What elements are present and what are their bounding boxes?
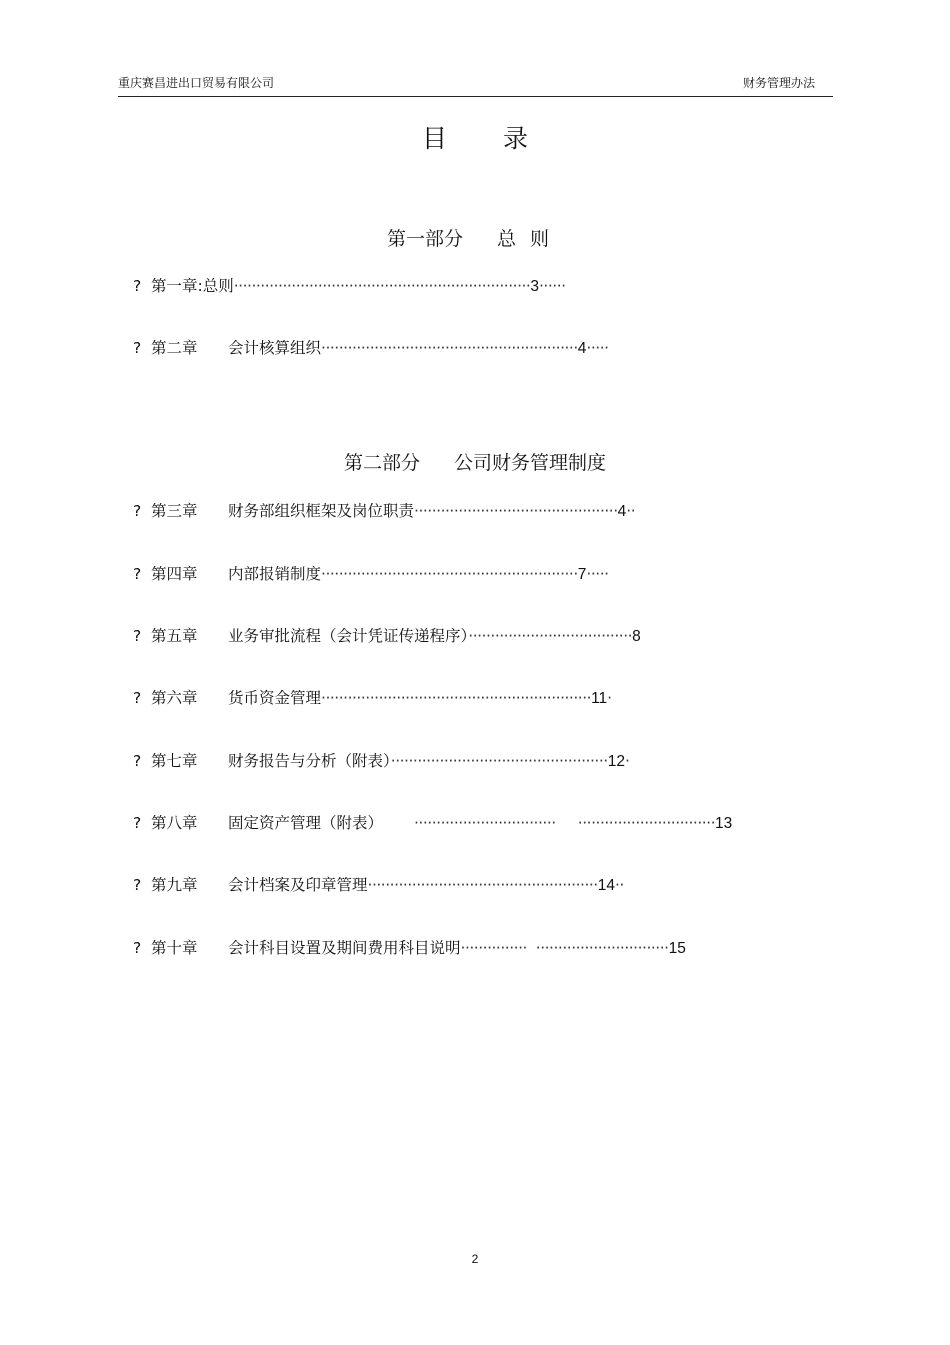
toc-entry-ch7[interactable] bbox=[133, 748, 629, 774]
chapter-title: 会计档案及印章管理 bbox=[228, 876, 368, 894]
dot-leader-trail: · bbox=[607, 689, 612, 707]
page-ref: 4 bbox=[617, 503, 627, 520]
toc-title: 目录 bbox=[421, 124, 584, 153]
page-number: 2 bbox=[471, 1252, 479, 1266]
part1-label: 第一部分 bbox=[386, 228, 463, 250]
page-ref: 15 bbox=[668, 940, 686, 957]
chapter-number: 第八章 bbox=[151, 814, 198, 832]
chapter-number: 第二章 bbox=[151, 339, 198, 357]
part1-name: 总则 bbox=[497, 228, 564, 250]
chapter-number: 第十章 bbox=[151, 939, 198, 957]
page-ref: 12 bbox=[607, 753, 625, 770]
dot-leader: ·············································· bbox=[414, 502, 618, 520]
chapter-number: 第三章 bbox=[151, 502, 198, 520]
bullet-marker: ? bbox=[133, 502, 142, 520]
dot-leader-trail: · bbox=[624, 752, 630, 770]
bullet-marker: ? bbox=[133, 939, 142, 957]
toc-entry-ch6[interactable] bbox=[133, 685, 612, 711]
dot-leader-trail: ······ bbox=[538, 277, 566, 295]
bullet-marker: ? bbox=[133, 339, 142, 357]
dot-leader: ················································· bbox=[390, 752, 608, 770]
bullet-marker: ? bbox=[133, 689, 142, 707]
bullet-marker: ? bbox=[133, 752, 142, 770]
dot-leader: ·························································· bbox=[321, 339, 578, 357]
page-ref: 13 bbox=[715, 815, 733, 832]
part1-heading bbox=[0, 225, 950, 253]
dot-leader: ····································· bbox=[468, 627, 633, 645]
bullet-marker: ? bbox=[133, 627, 142, 645]
chapter-title: 财务报告与分析（附表） bbox=[228, 752, 391, 770]
chapter-title: 内部报销制度 bbox=[228, 565, 322, 583]
toc-entry-ch5[interactable] bbox=[133, 623, 641, 649]
toc-entry-ch3[interactable] bbox=[133, 498, 635, 524]
header-doc-name: 财务管理办法 bbox=[742, 76, 815, 90]
chapter-number: 第九章 bbox=[151, 876, 198, 894]
page-ref: 14 bbox=[597, 877, 615, 894]
toc-entry-ch9[interactable] bbox=[133, 872, 624, 898]
part2-name: 公司财务管理制度 bbox=[454, 452, 607, 474]
bullet-marker: ? bbox=[133, 814, 142, 832]
chapter-title: 财务部组织框架及岗位职责 bbox=[228, 502, 415, 520]
dot-leader: ····························································· bbox=[321, 689, 592, 707]
toc-entry-ch4[interactable] bbox=[133, 561, 609, 587]
dot-leader: ·························································· bbox=[321, 565, 578, 583]
bullet-marker: ? bbox=[133, 565, 142, 583]
page-ref: 11 bbox=[591, 690, 608, 707]
chapter-number: 第七章 bbox=[151, 752, 198, 770]
toc-entry-ch8[interactable] bbox=[133, 810, 732, 836]
bullet-marker: ? bbox=[133, 876, 142, 894]
page-header bbox=[118, 74, 833, 97]
header-company: 重庆赛昌进出口贸易有限公司 bbox=[118, 76, 275, 90]
toc-entry-ch2[interactable] bbox=[133, 335, 609, 361]
dot-leader: ··································································· bbox=[233, 277, 531, 295]
chapter-title: 会计核算组织 bbox=[228, 339, 322, 357]
dot-leader-trail: ····· bbox=[586, 339, 609, 357]
page-ref: 3 bbox=[530, 278, 539, 295]
chapter-number: 第一章: bbox=[151, 277, 203, 295]
chapter-title: 会计科目设置及期间费用科目说明 bbox=[228, 939, 461, 957]
dot-leader: ···················································· bbox=[367, 876, 598, 894]
dot-leader-trail: ·· bbox=[626, 502, 636, 520]
part2-label: 第二部分 bbox=[343, 452, 420, 474]
page-ref: 4 bbox=[577, 340, 587, 357]
chapter-title: 总则 bbox=[202, 277, 234, 295]
dot-leader-trail: ····· bbox=[586, 565, 609, 583]
chapter-title: 固定资产管理（附表） bbox=[228, 814, 384, 832]
dot-leader-trail: ·· bbox=[614, 876, 624, 894]
dot-leader: ································ ······························· bbox=[383, 814, 716, 832]
page-ref: 8 bbox=[632, 628, 641, 645]
dot-leader: ··············· ······························ bbox=[460, 939, 669, 957]
chapter-title: 业务审批流程（会计凭证传递程序） bbox=[228, 627, 469, 645]
toc-entry-ch10[interactable] bbox=[133, 935, 686, 961]
chapter-number: 第五章 bbox=[151, 627, 198, 645]
chapter-title: 货币资金管理 bbox=[228, 689, 322, 707]
toc-entry-ch1[interactable] bbox=[133, 273, 566, 299]
part2-heading bbox=[0, 449, 950, 477]
chapter-number: 第六章 bbox=[151, 689, 198, 707]
chapter-number: 第四章 bbox=[151, 565, 198, 583]
page-ref: 7 bbox=[577, 566, 587, 583]
bullet-marker: ? bbox=[133, 277, 142, 295]
